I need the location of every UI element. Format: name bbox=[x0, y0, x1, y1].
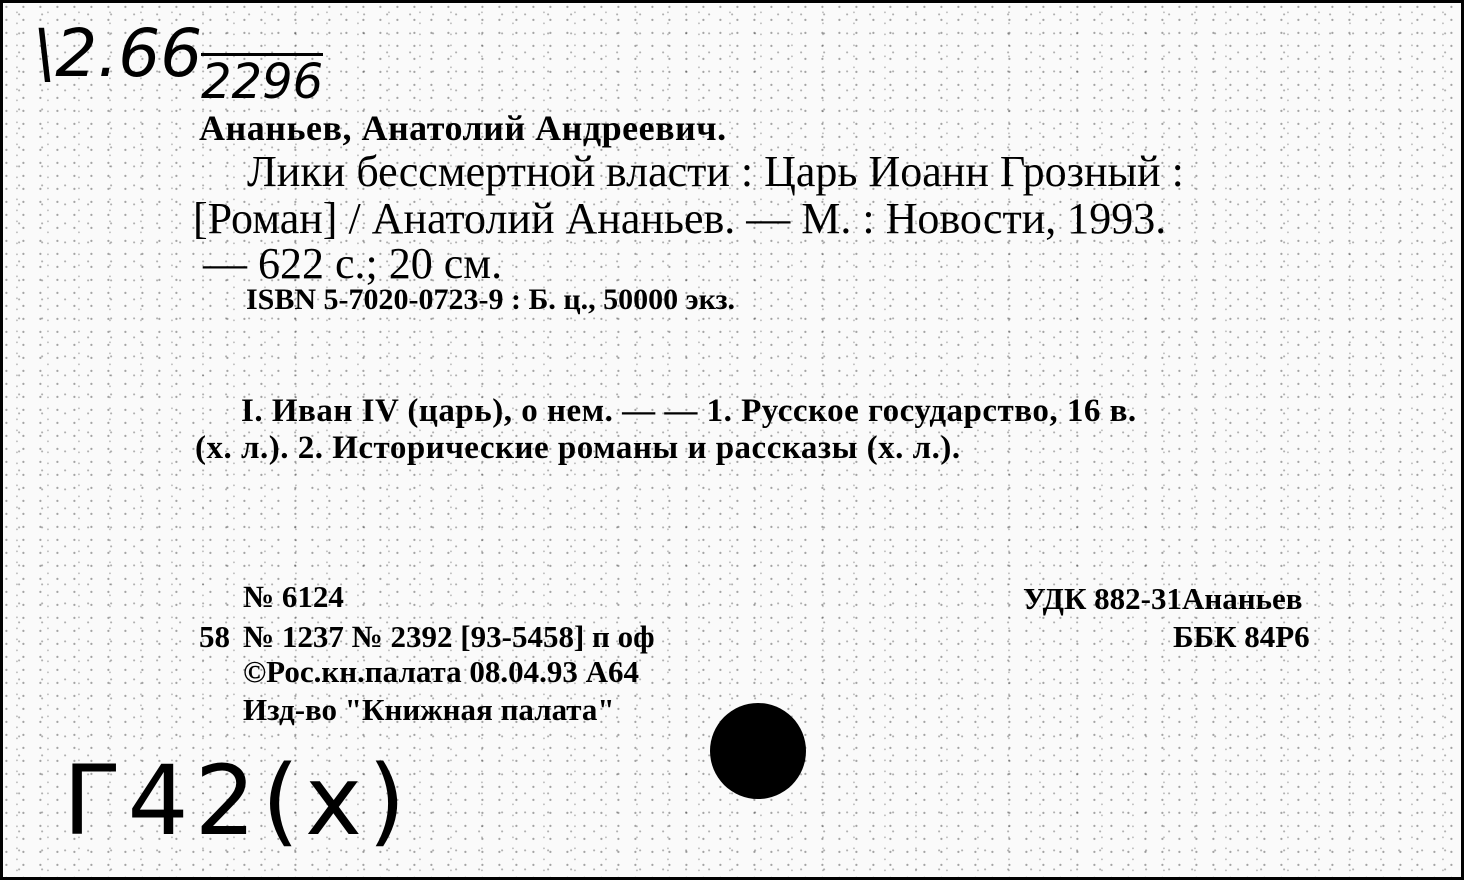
punch-hole bbox=[710, 703, 806, 799]
isbn-line: ISBN 5-7020-0723-9 : Б. ц., 50000 экз. bbox=[246, 283, 736, 316]
title-line-1: Лики бессмертной власти : Царь Иоанн Грозный : bbox=[247, 147, 1184, 196]
registration-prefix: 58 bbox=[199, 619, 230, 654]
title-line-2: [Роман] / Анатолий Ананьев. — М. : Новости, 1993. bbox=[193, 194, 1167, 243]
title-line-3: — 622 с.; 20 см. bbox=[203, 239, 503, 288]
registration-line: № 1237 № 2392 [93-5458] п оф bbox=[243, 619, 655, 654]
handwritten-shelf-number: 2296 bbox=[201, 54, 324, 110]
subjects-line-2: (х. л.). 2. Исторические романы и рассказы (х. л.). bbox=[195, 430, 961, 466]
handwritten-shelf-mark: \2.66 bbox=[33, 15, 203, 92]
handwritten-bottom-code: Г42(х) bbox=[63, 745, 412, 857]
card-number: № 6124 bbox=[243, 579, 344, 614]
copyright-line: ©Рос.кн.палата 08.04.93 А64 bbox=[243, 654, 640, 689]
subjects-line-1: I. Иван IV (царь), о нем. — — 1. Русское государство, 16 в. bbox=[241, 393, 1137, 429]
publisher-line: Изд-во "Книжная палата" bbox=[243, 692, 615, 727]
author-heading: Ананьев, Анатолий Андреевич. bbox=[199, 108, 727, 148]
udc-code: УДК 882-31Ананьев bbox=[1023, 581, 1303, 616]
bbk-code: ББК 84Р6 bbox=[1173, 619, 1310, 654]
